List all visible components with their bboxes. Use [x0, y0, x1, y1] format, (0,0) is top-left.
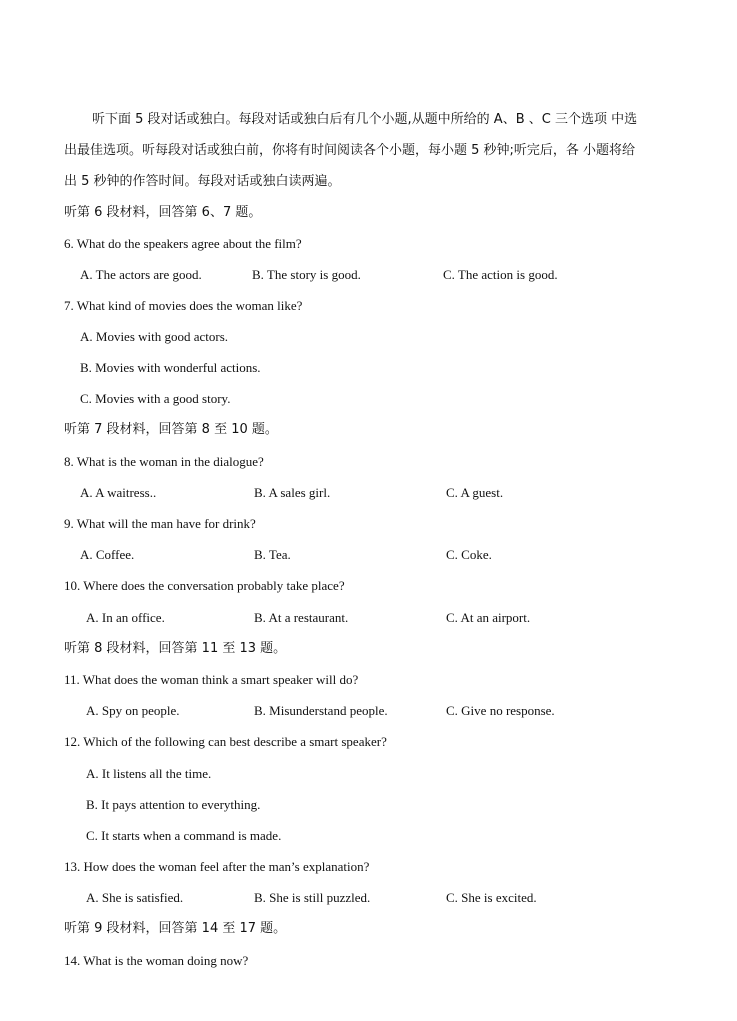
question-13-option-c: C. She is excited.	[446, 890, 537, 905]
question-8-option-b: B. A sales girl.	[254, 485, 331, 500]
section-heading-8: 听第 8 段材料，回答第 11 至 13 题。	[64, 641, 287, 656]
question-11-option-b: B. Misunderstand people.	[254, 703, 388, 718]
question-10-option-a: A. In an office.	[86, 610, 165, 625]
question-8-option-c: C. A guest.	[446, 485, 504, 500]
question-7-option-c: C. Movies with a good story.	[80, 391, 231, 406]
question-12-option-a: A. It listens all the time.	[86, 766, 212, 781]
question-14-stem: 14. What is the woman doing now?	[64, 953, 249, 968]
question-7-stem: 7. What kind of movies does the woman like?	[64, 298, 303, 313]
section-heading-9: 听第 9 段材料，回答第 14 至 17 题。	[64, 921, 287, 936]
question-12-option-c: C. It starts when a command is made.	[86, 828, 282, 843]
instructions-line-3: 出 5 秒钟的作答时间。每段对话或独白读两遍。	[64, 174, 341, 189]
question-11-option-c: C. Give no response.	[446, 703, 555, 718]
question-9-option-b: B. Tea.	[254, 547, 291, 562]
question-12-stem: 12. Which of the following can best describe a smart speaker?	[64, 734, 387, 749]
question-6-option-a: A. The actors are good.	[80, 267, 202, 282]
question-13-option-a: A. She is satisfied.	[86, 890, 184, 905]
question-10-stem: 10. Where does the conversation probably take place?	[64, 578, 345, 593]
question-11-option-a: A. Spy on people.	[86, 703, 180, 718]
question-10-option-b: B. At a restaurant.	[254, 610, 349, 625]
question-6-option-c: C. The action is good.	[443, 267, 558, 282]
section-heading-7: 听第 7 段材料，回答第 8 至 10 题。	[64, 422, 278, 437]
question-11-stem: 11. What does the woman think a smart speaker will do?	[64, 672, 359, 687]
question-13-stem: 13. How does the woman feel after the man’s explanation?	[64, 859, 370, 874]
question-13-option-b: B. She is still puzzled.	[254, 890, 371, 905]
question-9-option-a: A. Coffee.	[80, 547, 135, 562]
question-7-option-b: B. Movies with wonderful actions.	[80, 360, 261, 375]
question-8-option-a: A. A waitress..	[80, 485, 157, 500]
question-7-option-a: A. Movies with good actors.	[80, 329, 229, 344]
question-6-option-b: B. The story is good.	[252, 267, 361, 282]
question-8-stem: 8. What is the woman in the dialogue?	[64, 454, 264, 469]
question-9-option-c: C. Coke.	[446, 547, 492, 562]
question-6-stem: 6. What do the speakers agree about the film?	[64, 236, 302, 251]
question-10-option-c: C. At an airport.	[446, 610, 531, 625]
question-9-stem: 9. What will the man have for drink?	[64, 516, 256, 531]
instructions-line-2: 出最佳选项。听每段对话或独白前，你将有时间阅读各个小题，每小题 5 秒钟;听完后，各 小题将给	[64, 143, 636, 158]
instructions-line-1: 听下面 5 段对话或独白。每段对话或独白后有几个小题,从题中所给的 A、B 、C 三个选项 中选	[92, 112, 638, 127]
section-heading-6: 听第 6 段材料，回答第 6、7 题。	[64, 205, 262, 220]
question-12-option-b: B. It pays attention to everything.	[86, 797, 261, 812]
